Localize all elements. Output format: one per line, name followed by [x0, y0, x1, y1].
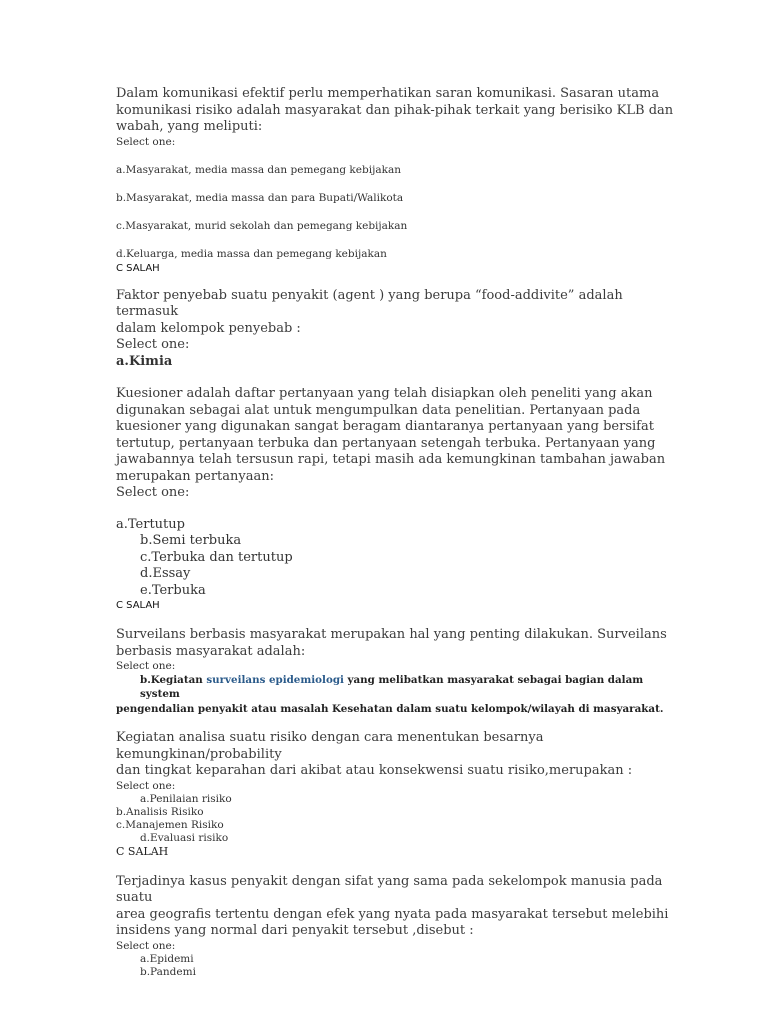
option-d: d.Evaluasi risiko — [140, 831, 229, 844]
question-text: Kuesioner adalah daftar pertanyaan yang telah disiapkan oleh peneliti yang akan — [116, 386, 653, 401]
option-b: b.Pandemi — [140, 965, 196, 978]
question-text: digunakan sebagai alat untuk mengumpulkan data penelitian. Pertanyaan pada — [116, 402, 641, 418]
answer-line-2: pengendalian penyakit atau masalah Kesehatan dalam suatu kelompok/wilayah di masyarakat. — [116, 703, 664, 715]
question-text: merupakan pertanyaan: — [116, 468, 274, 484]
question-3 — [116, 386, 676, 612]
question-2 — [116, 288, 676, 371]
result-label: C SALAH — [116, 600, 160, 611]
select-one-label: Select one: — [116, 337, 190, 352]
question-text: Terjadinya kasus penyakit dengan sifat yang sama pada sekelompok manusia pada suatu — [116, 873, 663, 905]
option-a: a.Tertutup — [116, 516, 185, 532]
question-4 — [116, 627, 676, 718]
question-text: Kegiatan analisa suatu risiko dengan cara menentukan besarnya kemungkinan/probability — [116, 730, 544, 762]
question-text: kuesioner yang digunakan sangat beragam diantaranya pertanyaan yang bersifat — [116, 419, 654, 434]
document-body — [116, 86, 676, 979]
option-a: a.Penilaian risiko — [140, 792, 232, 805]
question-text: tertutup, pertanyaan terbuka dan pertanyaan setengah terbuka. Pertanyaan yang — [116, 435, 656, 451]
option-b: b.Masyarakat, media massa dan para Bupati/Walikota — [116, 191, 404, 204]
question-text: Faktor penyebab suatu penyakit (agent ) yang berupa “food-addivite” adalah termasuk — [116, 287, 623, 319]
answer-prefix: b.Kegiatan — [140, 674, 207, 686]
option-a: a.Masyarakat, media massa dan pemegang kebijakan — [116, 163, 401, 176]
result-label: C SALAH — [116, 844, 169, 858]
select-one-label: Select one: — [116, 939, 176, 952]
question-text: area geografis tertentu dengan efek yang nyata pada masyarakat tersebut melebihi — [116, 906, 669, 922]
option-c: c.Masyarakat, murid sekolah dan pemegang kebijakan — [116, 219, 408, 232]
option-b: b.Semi terbuka — [140, 533, 242, 548]
question-text: Surveilans berbasis masyarakat merupakan hal yang penting dilakukan. Surveilans — [116, 627, 667, 642]
question-text: wabah, yang meliputi: — [116, 119, 263, 134]
answer-rest: yang melibatkan masyarakat sebagai bagian dalam system — [140, 674, 644, 700]
answer-line-1 — [116, 673, 676, 701]
question-text: dalam kelompok penyebab : — [116, 320, 301, 336]
question-text: komunikasi risiko adalah masyarakat dan pihak-pihak terkait yang berisiko KLB dan — [116, 102, 674, 118]
surveilans-link[interactable]: surveilans epidemiologi — [206, 674, 344, 686]
question-text: jawabannya telah tersusun rapi, tetapi masih ada kemungkinan tambahan jawaban — [116, 452, 666, 467]
question-text: Dalam komunikasi efektif perlu memperhatikan saran komunikasi. Sasaran utama — [116, 86, 660, 101]
option-e: e.Terbuka — [140, 582, 206, 598]
question-text: berbasis masyarakat adalah: — [116, 643, 306, 659]
question-6 — [116, 874, 676, 979]
option-a: a.Epidemi — [140, 952, 194, 965]
select-one-label: Select one: — [116, 135, 176, 148]
select-one-label: Select one: — [116, 779, 176, 792]
question-1 — [116, 86, 676, 275]
option-c: c.Terbuka dan tertutup — [140, 549, 293, 565]
question-text: insidens yang normal dari penyakit tersebut ,disebut : — [116, 923, 474, 938]
option-d: d.Essay — [140, 566, 191, 581]
question-5 — [116, 730, 676, 858]
question-text: dan tingkat keparahan dari akibat atau konsekwensi suatu risiko,merupakan : — [116, 763, 633, 778]
option-c: c.Manajemen Risiko — [116, 818, 224, 831]
option-b: b.Analisis Risiko — [116, 805, 204, 818]
select-one-label: Select one: — [116, 660, 176, 672]
option-d: d.Keluarga, media massa dan pemegang kebijakan — [116, 247, 387, 260]
answer: a.Kimia — [116, 353, 173, 369]
select-one-label: Select one: — [116, 485, 190, 500]
result-label: C SALAH — [116, 262, 160, 274]
